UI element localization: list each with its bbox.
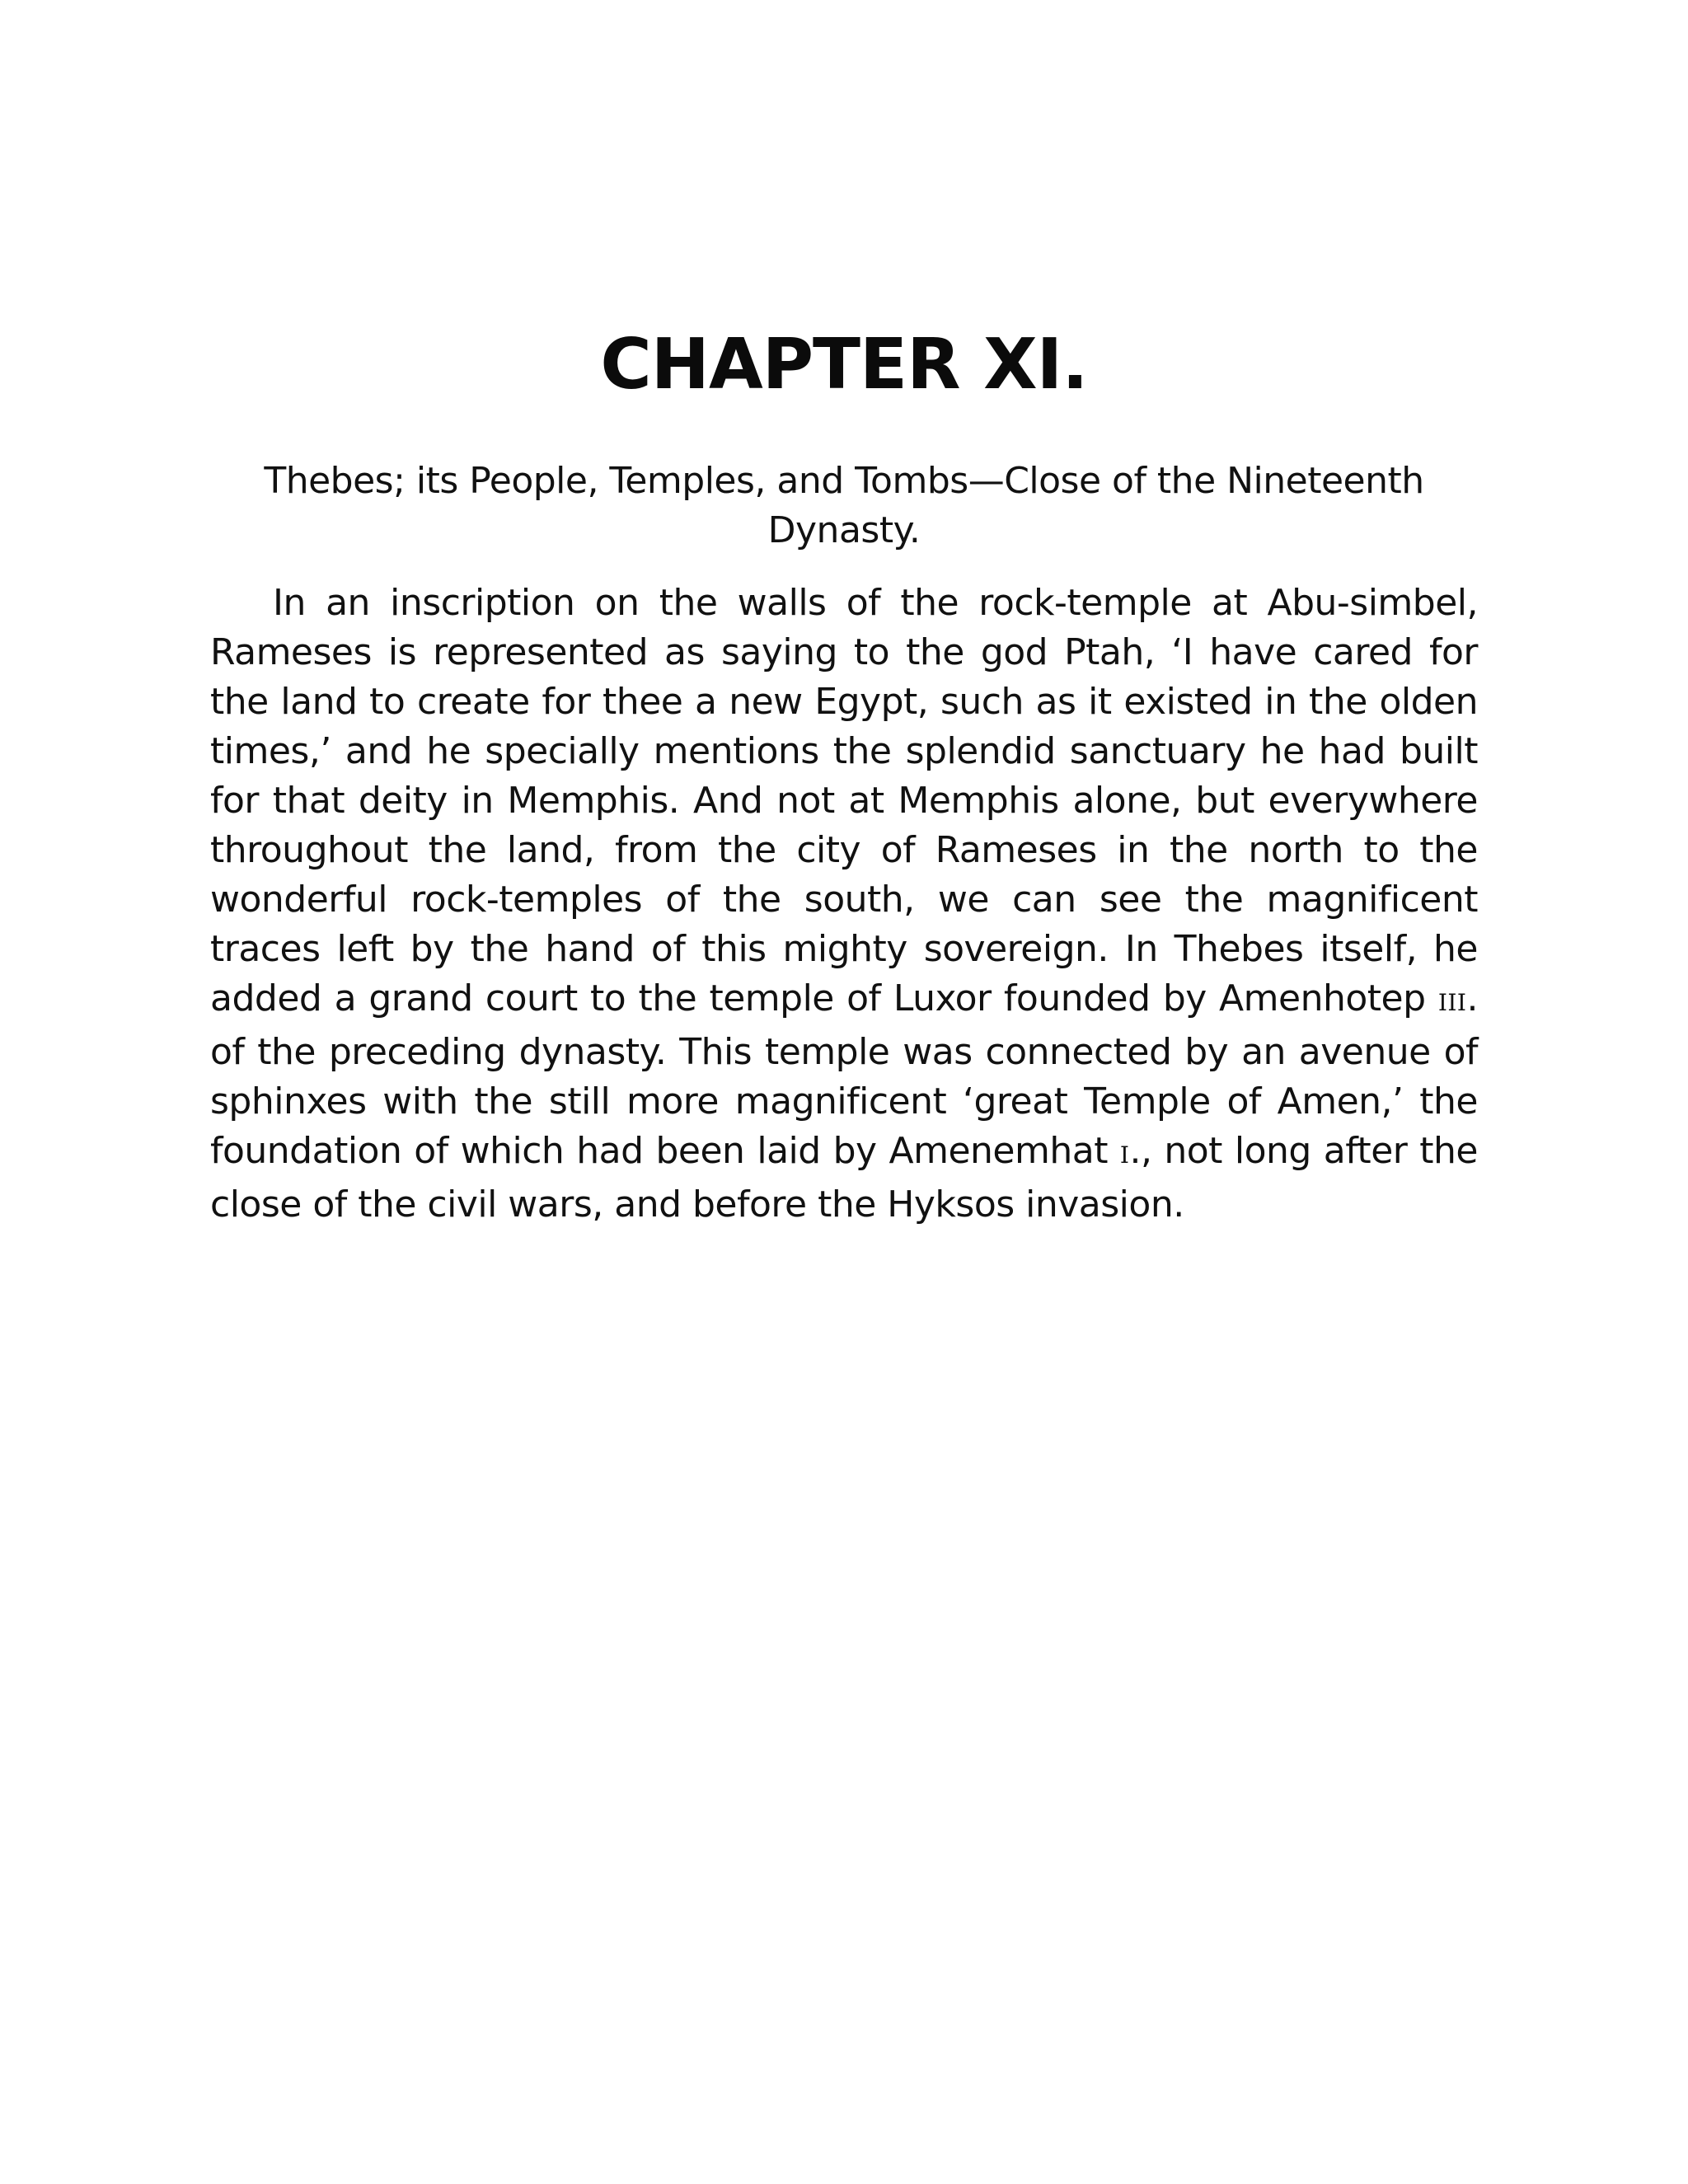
chapter-subtitle: Thebes; its People, Temples, and Tombs—Close of the Nineteenth Dynasty. [264, 460, 1424, 551]
chapter-title: CHAPTER XI. [600, 324, 1088, 405]
body-paragraph [210, 579, 1478, 1230]
roman-numeral-i: I [1119, 1141, 1130, 1169]
paragraph-text-part-1: In an inscription on the walls of the rock-temple at Abu-simbel, Rameses is represented as saying to the god Ptah, ‘I have cared for the land to create for thee a new Egypt, such as it existed in the olden times,’ and he specially mentions the splendid sanctuary he had built for that deity in Memphis. And not at Memphis alone, but everywhere throughout the land, from the city of Rameses in the north to the wonderful rock-temples of the south, we can see the magnificent traces left by the hand of this mighty sovereign. In Thebes itself, he added a grand court to the temple of Luxor founded by Amenhotep [210, 582, 1478, 1019]
page-content [210, 320, 1478, 1230]
paragraph-text-part-2: . of the preceding dynasty. This temple was connected by an avenue of sphinxes with the still more magnificent ‘great Temple of Amen,’ the foundation of which had been laid by Amenemhat [210, 977, 1478, 1172]
paragraph-text-part-3: ., not long after the close of the civil wars, and before the Hyksos invasion. [210, 1130, 1478, 1226]
roman-numeral-iii: III [1437, 989, 1467, 1016]
